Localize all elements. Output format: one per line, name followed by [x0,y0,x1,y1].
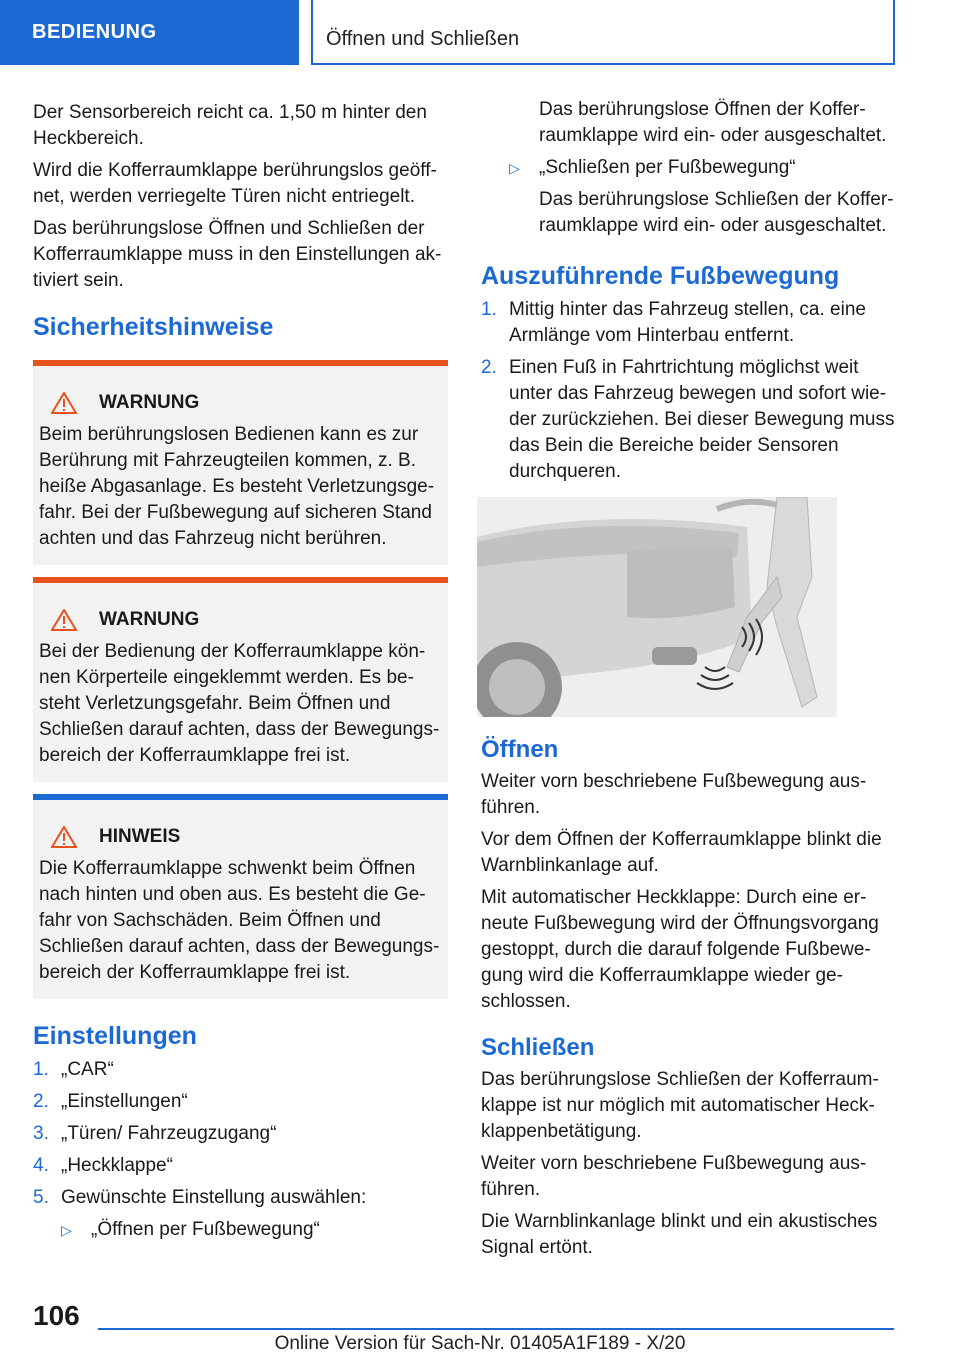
paragraph: Mit automatischer Heckklappe: Durch eine er-neute Fußbewegung wird der Öffnungsvorgang gestoppt, durch die darauf folgende Fußbewe-gung wird die Kofferraumklappe wieder ge-schlossen. [481,887,879,1012]
triangle-bullet-icon: ▷ [61,1222,72,1238]
notice-header [39,824,442,850]
paragraph: Das berührungslose Schließen der Kofferraum-klappe ist nur möglich mit automatischer Heck-klappenbetätigung. [481,1069,879,1142]
page-title: Öffnen und Schließen [326,28,520,50]
warning-triangle-icon [51,609,77,631]
list-item: 1. Mittig hinter das Fahrzeug stellen, ca. eine Armlänge vom Hinterbau entfernt. [481,299,866,346]
section-tab: BEDIENUNG [0,0,299,65]
car-rear-illustration [477,497,837,717]
settings-steps [33,1057,448,1211]
intro-paragraph: Wird die Kofferraumklappe berührungslos geöff-net, werden verriegelte Türen nicht entriegelt. [33,160,437,207]
warning-box [33,577,448,782]
foot-heading: Auszuführende Fußbewegung [481,262,840,290]
warning-header [39,607,442,633]
left-column [33,100,448,1249]
foot-steps [481,297,901,485]
list-item: 4. „Heckklappe“ [33,1155,173,1176]
option-item: ▷ „Öffnen per Fußbewegung“ [61,1217,448,1243]
foot-gesture-illustration [477,497,837,717]
paragraph: Vor dem Öffnen der Kofferraumklappe blinkt die Warnblinkanlage auf. [481,829,882,876]
option-item: ▷ „Schließen per Fußbewegung“ [509,155,901,181]
settings-heading: Einstellungen [33,1022,197,1050]
notice-triangle-icon [51,826,77,848]
list-item: 2. Einen Fuß in Fahrtrichtung möglichst weit unter das Fahrzeug bewegen und sofort wie-der zurückziehen. Bei dieser Bewegung muss das Bein die Bereiche beider Sensoren durchqueren. [481,357,895,482]
warning-box [33,360,448,565]
footer-rule [98,1328,894,1330]
header-underline [311,63,895,65]
warning-label: WARNUNG [99,609,200,630]
warning-triangle-icon [51,392,77,414]
list-item: 2. „Einstellungen“ [33,1091,188,1112]
intro-paragraph: Das berührungslose Öffnen und Schließen der Kofferraumklappe muss in den Einstellungen ak-tiviert sein. [33,218,442,291]
option-description: Das berührungslose Schließen der Koffer-raumklappe wird ein- oder ausgeschaltet. [539,189,894,236]
warning-label: WARNUNG [99,392,200,413]
list-item: 5. Gewünschte Einstellung auswählen: [33,1187,367,1208]
intro-paragraph: Der Sensorbereich reicht ca. 1,50 m hinter den Heckbereich. [33,102,427,149]
open-heading: Öffnen [481,736,559,763]
page-number: 106 [33,1300,80,1331]
triangle-bullet-icon: ▷ [509,160,520,176]
paragraph: Die Warnblinkanlage blinkt und ein akustisches Signal ertönt. [481,1211,878,1258]
warning-text: Beim berührungslosen Bedienen kann es zur Berührung mit Fahrzeugteilen kommen, z. B. heiße Abgasanlage. Es besteht Verletzungsge-fahr. Bei der Fußbewegung auf sicheren Stand achten und das Fahrzeug nicht berühren. [39,424,435,549]
safety-heading: Sicherheitshinweise [33,313,274,341]
header-right-rule [893,0,895,65]
paragraph: Weiter vorn beschriebene Fußbewegung aus-führen. [481,771,867,818]
notice-box [33,794,448,999]
footer-text: Online Version für Sach-Nr. 01405A1F189 - X/20 [274,1333,686,1354]
notice-label: HINWEIS [99,826,181,847]
paragraph: Weiter vorn beschriebene Fußbewegung aus-führen. [481,1153,867,1200]
header-divider [311,0,313,65]
list-item: 3. „Türen/ Fahrzeugzugang“ [33,1123,277,1144]
close-heading: Schließen [481,1034,595,1061]
right-column [481,97,901,1267]
option-description: Das berührungslose Öffnen der Koffer-raumklappe wird ein- oder ausgeschaltet. [539,99,887,146]
list-item: 1. „CAR“ [33,1059,114,1080]
warning-text: Bei der Bedienung der Kofferraumklappe kön-nen Körperteile eingeklemmt werden. Es be-steht Verletzungsgefahr. Beim Öffnen und Schließen darauf achten, dass der Bewegungs-bereich der Kofferraumklappe frei ist. [39,641,440,766]
notice-text: Die Kofferraumklappe schwenkt beim Öffnen nach hinten und oben aus. Es besteht die Ge-fahr von Sachschäden. Beim Öffnen und Schließen darauf achten, dass der Bewegungs-bereich der Kofferraumklappe frei ist. [39,858,440,983]
warning-header [39,390,442,416]
